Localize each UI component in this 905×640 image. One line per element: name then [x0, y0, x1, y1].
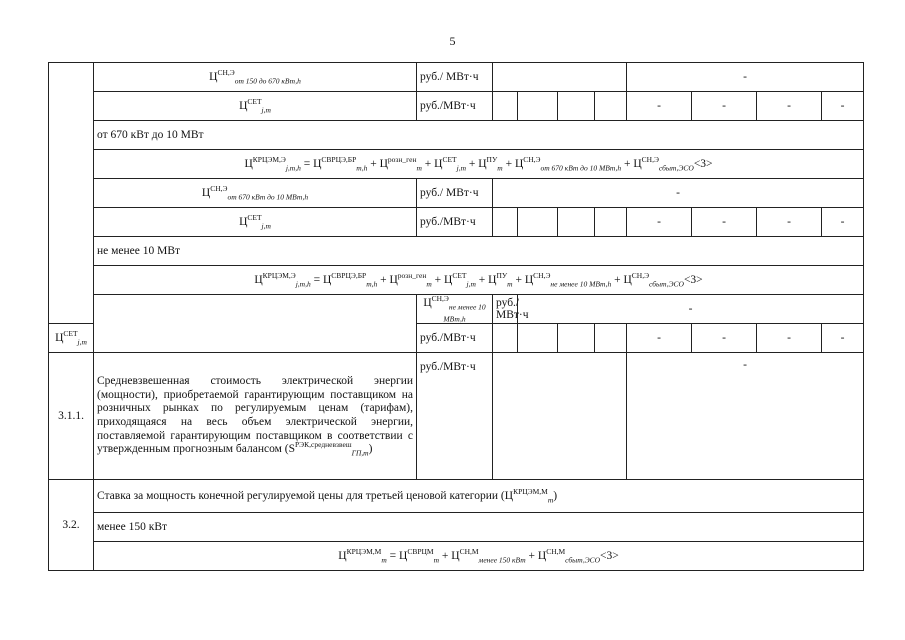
formula-cell: $Ц^{СЕТ}_{j,m}$ — [49, 324, 94, 353]
value-cell — [518, 324, 558, 353]
item-description: Ставка за мощность конечной регулируемой цены для третьей ценовой категории $(Ц^{КРЦЭМ,М}_m)$ — [94, 480, 864, 513]
section-label: менее 150 кВт — [94, 513, 864, 542]
value-cell — [518, 92, 558, 121]
value-cell: - — [627, 324, 692, 353]
table-row — [49, 179, 864, 208]
value-cell: - — [757, 324, 822, 353]
value-cell — [493, 353, 627, 480]
value-cell: - — [757, 208, 822, 237]
table-row — [49, 92, 864, 121]
value-cell: - — [627, 92, 692, 121]
table-row — [49, 480, 864, 513]
formula-cell: $Ц^{СН,Э}_{от 670 кВт до 10 МВт,h}$ — [94, 179, 417, 208]
price-symbol: $Ц^{СЕТ}_{j,m}$ — [239, 97, 271, 115]
value-cell: - — [822, 208, 864, 237]
value-cell — [493, 92, 518, 121]
table-row — [49, 513, 864, 542]
unit-cell: руб./ МВт·ч — [417, 179, 493, 208]
num-cell — [49, 63, 94, 324]
value-cell — [595, 208, 627, 237]
table-row — [49, 150, 864, 179]
unit-cell: руб./МВт·ч — [417, 92, 493, 121]
table-row — [49, 121, 864, 150]
page-number: 5 — [449, 34, 456, 48]
value-cell: - — [493, 179, 864, 208]
value-cell: - — [518, 295, 864, 324]
table-row — [49, 237, 864, 266]
table-row — [49, 353, 864, 480]
unit-cell: руб./МВт·ч — [417, 208, 493, 237]
item-number: 3.2. — [49, 480, 94, 571]
value-cell: - — [627, 63, 864, 92]
section-label: не менее 10 МВт — [94, 237, 864, 266]
formula-cell: $Ц^{КРЦЭМ,М}_m = Ц^{СВРЦМ}_m + Ц^{СН,М}_{менее 150 кВт} + Ц^{СН,М}_{сбыт,ЭСО}<3>$ — [94, 542, 864, 571]
formula-cell: $Ц^{СЕТ}_{j,m}$ — [94, 208, 417, 237]
item-number: 3.1.1. — [49, 353, 94, 480]
table-row — [49, 542, 864, 571]
table-row — [49, 266, 864, 295]
value-cell — [493, 63, 627, 92]
formula-cell: $Ц^{СН,Э}_{не менее 10 МВт,h}$ — [417, 295, 493, 324]
value-cell — [518, 208, 558, 237]
unit-cell: руб./МВт·ч — [417, 324, 493, 353]
value-cell — [558, 208, 595, 237]
formula-cell: $Ц^{КРЦЭМ,Э}_{j,m,h} = Ц^{СВРЦЭ,БР}_{m,h} + Ц^{розн\_ген}_m + Ц^{СЕТ}_{j,m} + Ц^{ПУ}_m + Ц^{СН,Э}_{не менее 10 МВт,h} + Ц^{СН,Э}_{сбыт,ЭСО}<3>$ — [94, 266, 864, 295]
unit-cell: руб./ МВт·ч — [417, 63, 493, 92]
value-cell: - — [822, 324, 864, 353]
unit-cell: руб./МВт·ч — [417, 353, 493, 480]
value-cell: - — [757, 92, 822, 121]
unit-cell: руб./ МВт·ч — [493, 295, 518, 324]
tariff-table — [48, 62, 864, 571]
num-cell — [94, 295, 417, 353]
value-cell: - — [692, 92, 757, 121]
formula-cell — [94, 63, 417, 92]
value-cell — [493, 324, 518, 353]
table-row — [49, 208, 864, 237]
value-cell — [558, 92, 595, 121]
value-cell: - — [692, 208, 757, 237]
formula-cell: $Ц^{КРЦЭМ,Э}_{j,m,h} = Ц^{СВРЦЭ,БР}_{m,h} + Ц^{розн\_ген}_m + Ц^{СЕТ}_{j,m} + Ц^{ПУ}_m + Ц^{СН,Э}_{от 670 кВт до 10 МВт,h} + Ц^{СН,Э}_{сбыт,ЭСО}<3>$ — [94, 150, 864, 179]
value-cell — [493, 208, 518, 237]
price-symbol: $Ц^{СН,Э}_{от 150 до 670 кВт,h}$ — [209, 68, 301, 86]
item-description: Средневзвешенная стоимость электрической энергии (мощности), приобретаемой гарантирующим поставщиком на розничных рынках по регулируемым ценам (тарифам), приходящаяся на весь объем электрической энергии, поставляемой гарантирующим поставщиком в соответствии с утвержденным прогнозным балансом $(S^{РЭК,средневзвеш}_{ГП,m})$ — [94, 353, 417, 480]
value-cell: - — [627, 208, 692, 237]
table-row — [49, 295, 864, 324]
table-row — [49, 63, 864, 92]
formula-cell — [94, 92, 417, 121]
value-cell: - — [822, 92, 864, 121]
value-cell: - — [692, 324, 757, 353]
value-cell — [595, 324, 627, 353]
value-cell: - — [627, 353, 864, 480]
section-label: от 670 кВт до 10 МВт — [94, 121, 864, 150]
value-cell — [595, 92, 627, 121]
value-cell — [558, 324, 595, 353]
